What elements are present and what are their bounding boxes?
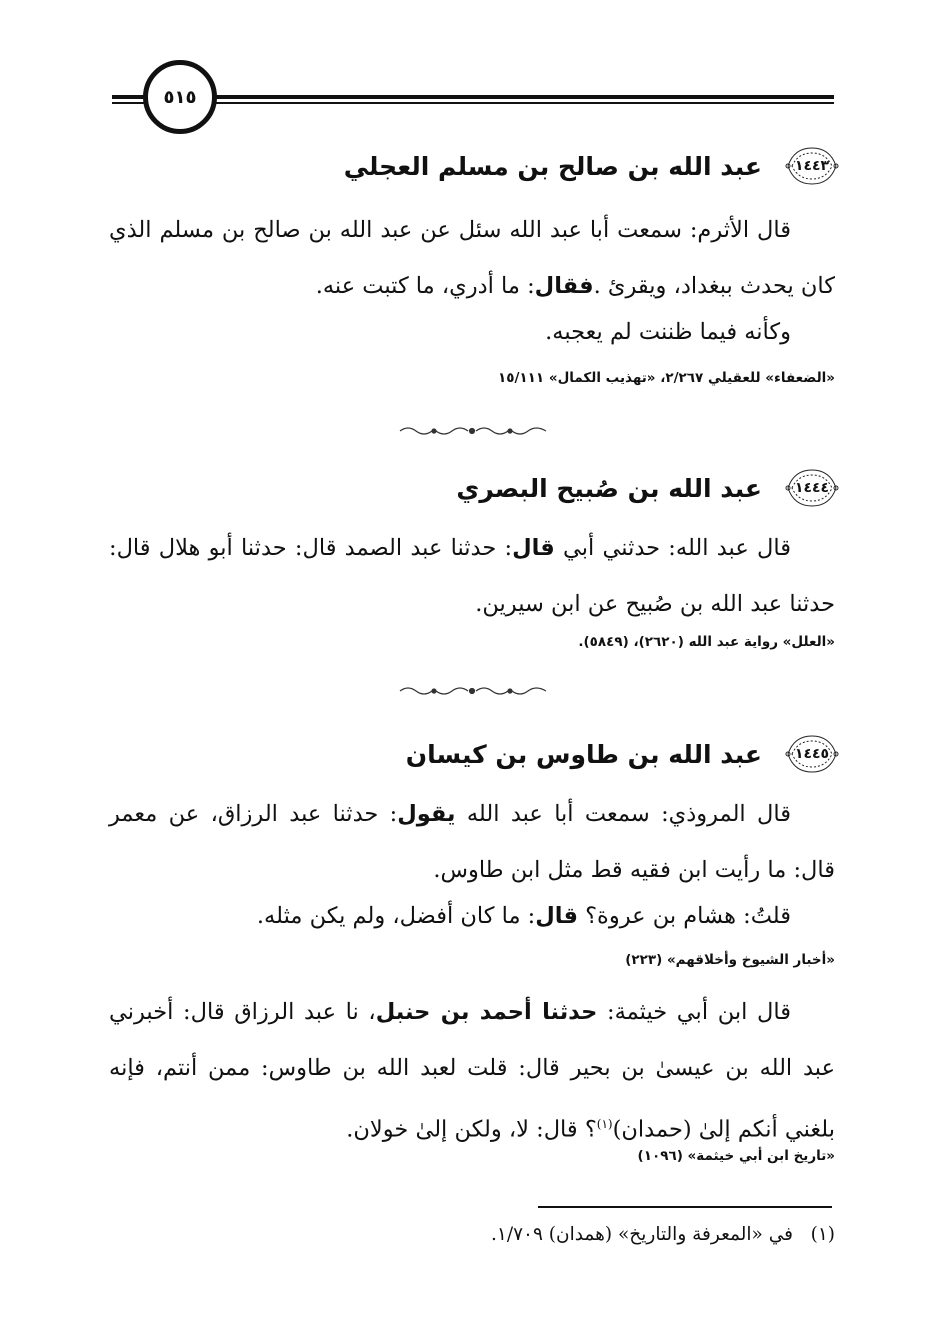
- page-number-badge: [143, 60, 217, 134]
- footnote-marker[interactable]: (١): [596, 1117, 613, 1131]
- entry-number-badge: [784, 466, 840, 510]
- entry-number-badge: [784, 732, 840, 776]
- entry-number: ١٤٤٤: [794, 480, 830, 496]
- paragraph-text: : ما أدري، ما كتبت عنه.: [315, 273, 535, 299]
- entry-paragraph: [109, 202, 835, 314]
- bold-text: حدثنا أحمد بن حنبل: [375, 999, 598, 1025]
- source-reference: «العلل» رواية عبد الله (٢٦٢٠)، (٥٨٤٩).: [578, 634, 835, 650]
- paragraph-text: ؟ قال: لا، ولكن إلىٰ خولان.: [346, 1116, 597, 1143]
- separator-ornament-icon: [396, 424, 551, 438]
- page-number: ٥١٥: [163, 86, 197, 108]
- entry-paragraph: [109, 888, 835, 944]
- entry-paragraph: [109, 304, 835, 360]
- footnote-separator: [538, 1206, 832, 1208]
- bold-text: يقول: [397, 801, 456, 827]
- entry-heading-1443: [120, 144, 840, 188]
- source-reference: «الضعفاء» للعقيلي ٢/٢٦٧، «تهذيب الكمال» ١٥/١١١: [498, 370, 835, 386]
- paragraph-text: : حدثنا عبد الرزاق، عن معمر قال: ما رأيت ابن فقيه قط مثل ابن طاوس.: [109, 801, 835, 883]
- paragraph-text: قلتُ: هشام بن عروة؟: [577, 903, 791, 929]
- entry-paragraph: [109, 786, 835, 898]
- bold-text: قال: [535, 903, 578, 929]
- paragraph-text: ، نا عبد الرزاق قال: أخبرني عبد الله بن عيسىٰ بن بحير قال: قلت لعبد الله بن طاوس: ممن أنتم، فإنه بلغني أنكم إلىٰ (حمدان): [109, 999, 835, 1143]
- entry-heading-1444: [120, 466, 840, 510]
- paragraph-text: قال ابن أبي خيثمة:: [597, 999, 791, 1025]
- entry-number: ١٤٤٥: [794, 746, 830, 762]
- source-reference: «أخبار الشيوخ وأخلاقهم» (٢٢٣): [625, 952, 835, 968]
- entry-paragraph: [109, 984, 835, 1158]
- entry-number-badge: [784, 144, 840, 188]
- paragraph-text: وكأنه فيما ظننت لم يعجبه.: [545, 319, 791, 345]
- bold-text: فقال: [534, 273, 594, 299]
- source-reference: «تاريخ ابن أبي خيثمة» (١٠٩٦): [637, 1148, 835, 1164]
- footnote: [109, 1218, 835, 1252]
- entry-title: عبد الله بن صُبيح البصري: [456, 473, 762, 503]
- entry-paragraph: [109, 520, 835, 632]
- footnote-text: في «المعرفة والتاريخ» (همدان) ١/٧٠٩.: [491, 1224, 793, 1245]
- entry-title: عبد الله بن طاوس بن كيسان: [405, 739, 762, 769]
- paragraph-text: قال المروذي: سمعت أبا عبد الله: [455, 801, 791, 827]
- paragraph-text: : حدثنا عبد الصمد قال: حدثنا أبو هلال قال: حدثنا عبد الله بن صُبيح عن ابن سيرين.: [109, 535, 835, 617]
- separator-ornament-icon: [396, 684, 551, 698]
- entry-number: ١٤٤٣: [794, 158, 830, 174]
- entry-heading-1445: [120, 732, 840, 776]
- header-rule-thin: [112, 102, 834, 104]
- header-rule-thick: [112, 95, 834, 99]
- footnote-number: (١): [810, 1224, 835, 1245]
- paragraph-text: قال عبد الله: حدثني أبي: [554, 535, 791, 561]
- paragraph-text: قال الأثرم: سمعت أبا عبد الله سئل عن عبد الله بن صالح بن مسلم الذي كان يحدث ببغداد، ويقرئ .: [109, 217, 835, 299]
- bold-text: قال: [512, 535, 555, 561]
- entry-title: عبد الله بن صالح بن مسلم العجلي: [343, 151, 762, 181]
- paragraph-text: : ما كان أفضل، ولم يكن مثله.: [256, 903, 536, 929]
